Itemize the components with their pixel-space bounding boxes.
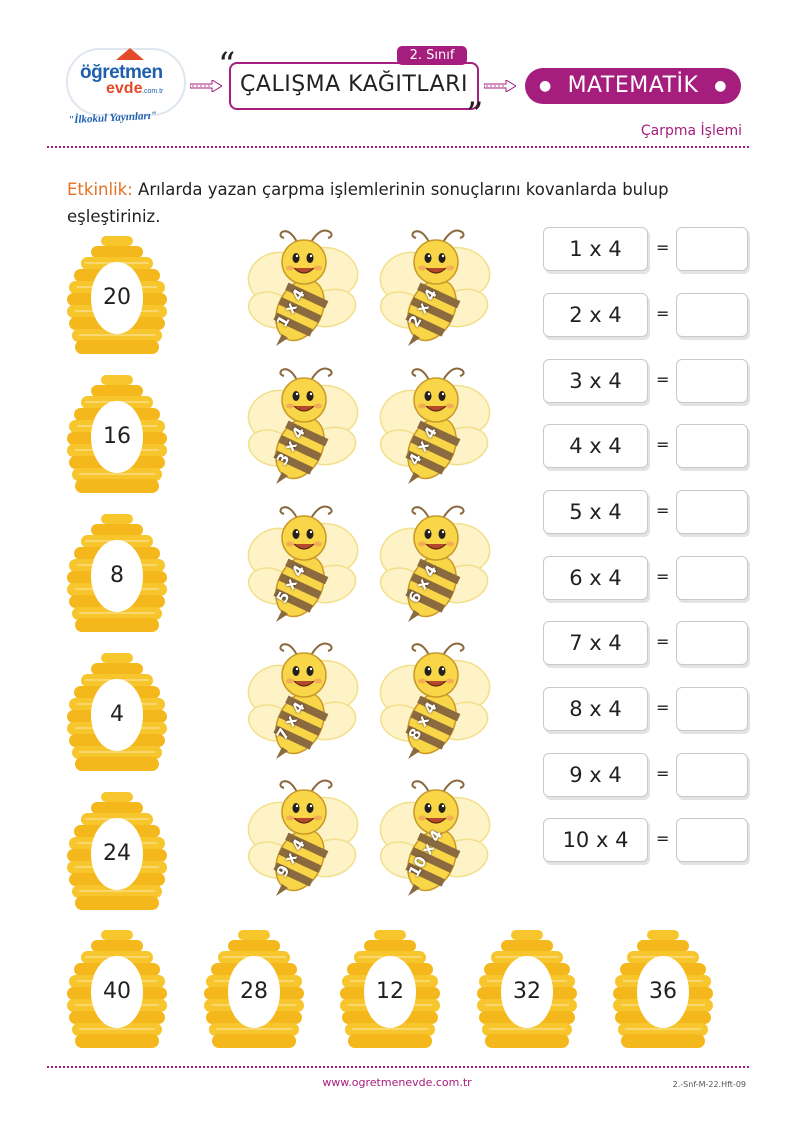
open-quote-icon: “: [218, 45, 236, 85]
bee: [374, 360, 494, 485]
equals-sign: =: [656, 698, 670, 717]
answer-box[interactable]: [676, 293, 748, 337]
equals-sign: =: [656, 567, 670, 586]
logo-text-ogretmen: öğretmen: [80, 62, 163, 83]
bee-icon: [242, 360, 362, 485]
bee-icon: [374, 222, 494, 347]
bee-icon: [374, 498, 494, 623]
bee: [242, 772, 362, 897]
beehive: [611, 926, 715, 1054]
logo-tagline: "İlkokul Yayınları": [67, 109, 158, 127]
bee-expression: 5 x 4: [272, 561, 309, 607]
answer-box[interactable]: [676, 227, 748, 271]
bee-expression: 8 x 4: [404, 698, 441, 744]
bee: [374, 635, 494, 760]
equation-expression: 9 x 4: [543, 753, 648, 797]
beehive: [65, 926, 169, 1054]
equals-sign: =: [656, 501, 670, 520]
equation-expression: 2 x 4: [543, 293, 648, 337]
bee: [242, 635, 362, 760]
bee-expression: 7 x 4: [272, 698, 309, 744]
footer-code: 2.-Snf-M-22.Hft-09: [672, 1080, 746, 1089]
bee: [242, 222, 362, 347]
hive-number: 16: [103, 424, 131, 449]
bullet-icon: ●: [714, 78, 727, 94]
bee-expression: 9 x 4: [272, 835, 309, 881]
beehive: [65, 232, 169, 360]
answer-box[interactable]: [676, 753, 748, 797]
bee: [374, 222, 494, 347]
equation-expression: 4 x 4: [543, 424, 648, 468]
bee-expression: 1 x 4: [272, 285, 309, 331]
bee-expression: 4 x 4: [404, 423, 441, 469]
equation-expression: 10 x 4: [543, 818, 648, 862]
answer-box[interactable]: [676, 359, 748, 403]
answer-box[interactable]: [676, 818, 748, 862]
footer-divider: [47, 1066, 749, 1068]
instruction-text: Arılarda yazan çarpma işlemlerinin sonuçlarını kovanlarda bulup eşleştiriniz.: [67, 180, 669, 226]
bee: [242, 360, 362, 485]
hive-number: 24: [103, 841, 131, 866]
publisher-logo: [62, 40, 188, 127]
equals-sign: =: [656, 370, 670, 389]
double-arrow-icon: [190, 80, 220, 92]
beehive: [475, 926, 579, 1054]
bee-icon: [242, 498, 362, 623]
hive-number: 12: [376, 979, 404, 1004]
bee-icon: [374, 635, 494, 760]
topic-label: Çarpma İşlemi: [640, 123, 742, 139]
logo-text-domain: .com.tr: [142, 88, 164, 95]
hive-number: 32: [513, 979, 541, 1004]
equation-expression: 7 x 4: [543, 621, 648, 665]
equation-expression: 8 x 4: [543, 687, 648, 731]
header-divider: [47, 146, 749, 148]
equation-expression: 5 x 4: [543, 490, 648, 534]
bee-icon: [242, 635, 362, 760]
hive-number: 4: [110, 702, 124, 727]
beehive: [65, 649, 169, 777]
close-quote-icon: ”: [466, 95, 484, 135]
bee-icon: [242, 772, 362, 897]
bee-expression: 2 x 4: [404, 285, 441, 331]
hive-number: 40: [103, 979, 131, 1004]
double-arrow-icon: [484, 80, 514, 92]
subject-label: MATEMATİK: [567, 73, 699, 98]
instruction-label: Etkinlik:: [67, 180, 133, 199]
equals-sign: =: [656, 435, 670, 454]
beehive: [202, 926, 306, 1054]
bee-expression: 3 x 4: [272, 423, 309, 469]
bullet-icon: ●: [539, 78, 552, 94]
answer-box[interactable]: [676, 490, 748, 534]
answer-box[interactable]: [676, 621, 748, 665]
bee: [374, 498, 494, 623]
bee: [374, 772, 494, 897]
equals-sign: =: [656, 304, 670, 323]
equals-sign: =: [656, 764, 670, 783]
bee-expression: 10 x 4: [404, 826, 447, 881]
subject-badge: [525, 68, 741, 104]
house-roof-icon: [116, 48, 144, 60]
worksheet-title: ÇALIŞMA KAĞITLARI: [240, 72, 468, 97]
hive-number: 36: [649, 979, 677, 1004]
answer-box[interactable]: [676, 556, 748, 600]
beehive: [65, 371, 169, 499]
equation-expression: 6 x 4: [543, 556, 648, 600]
hive-number: 20: [103, 285, 131, 310]
footer-website: www.ogretmenevde.com.tr: [322, 1076, 472, 1089]
equation-expression: 3 x 4: [543, 359, 648, 403]
beehive: [65, 788, 169, 916]
hive-number: 8: [110, 563, 124, 588]
beehive: [338, 926, 442, 1054]
equals-sign: =: [656, 238, 670, 257]
grade-badge: 2. Sınıf: [397, 46, 467, 65]
equals-sign: =: [656, 829, 670, 848]
beehive: [65, 510, 169, 638]
hive-number: 28: [240, 979, 268, 1004]
answer-box[interactable]: [676, 687, 748, 731]
bee: [242, 498, 362, 623]
worksheet-title-box: [229, 62, 479, 110]
bee-expression: 6 x 4: [404, 561, 441, 607]
bee-icon: [374, 360, 494, 485]
equals-sign: =: [656, 632, 670, 651]
answer-box[interactable]: [676, 424, 748, 468]
logo-text-evde: evde: [106, 80, 143, 97]
bee-icon: [242, 222, 362, 347]
equation-expression: 1 x 4: [543, 227, 648, 271]
